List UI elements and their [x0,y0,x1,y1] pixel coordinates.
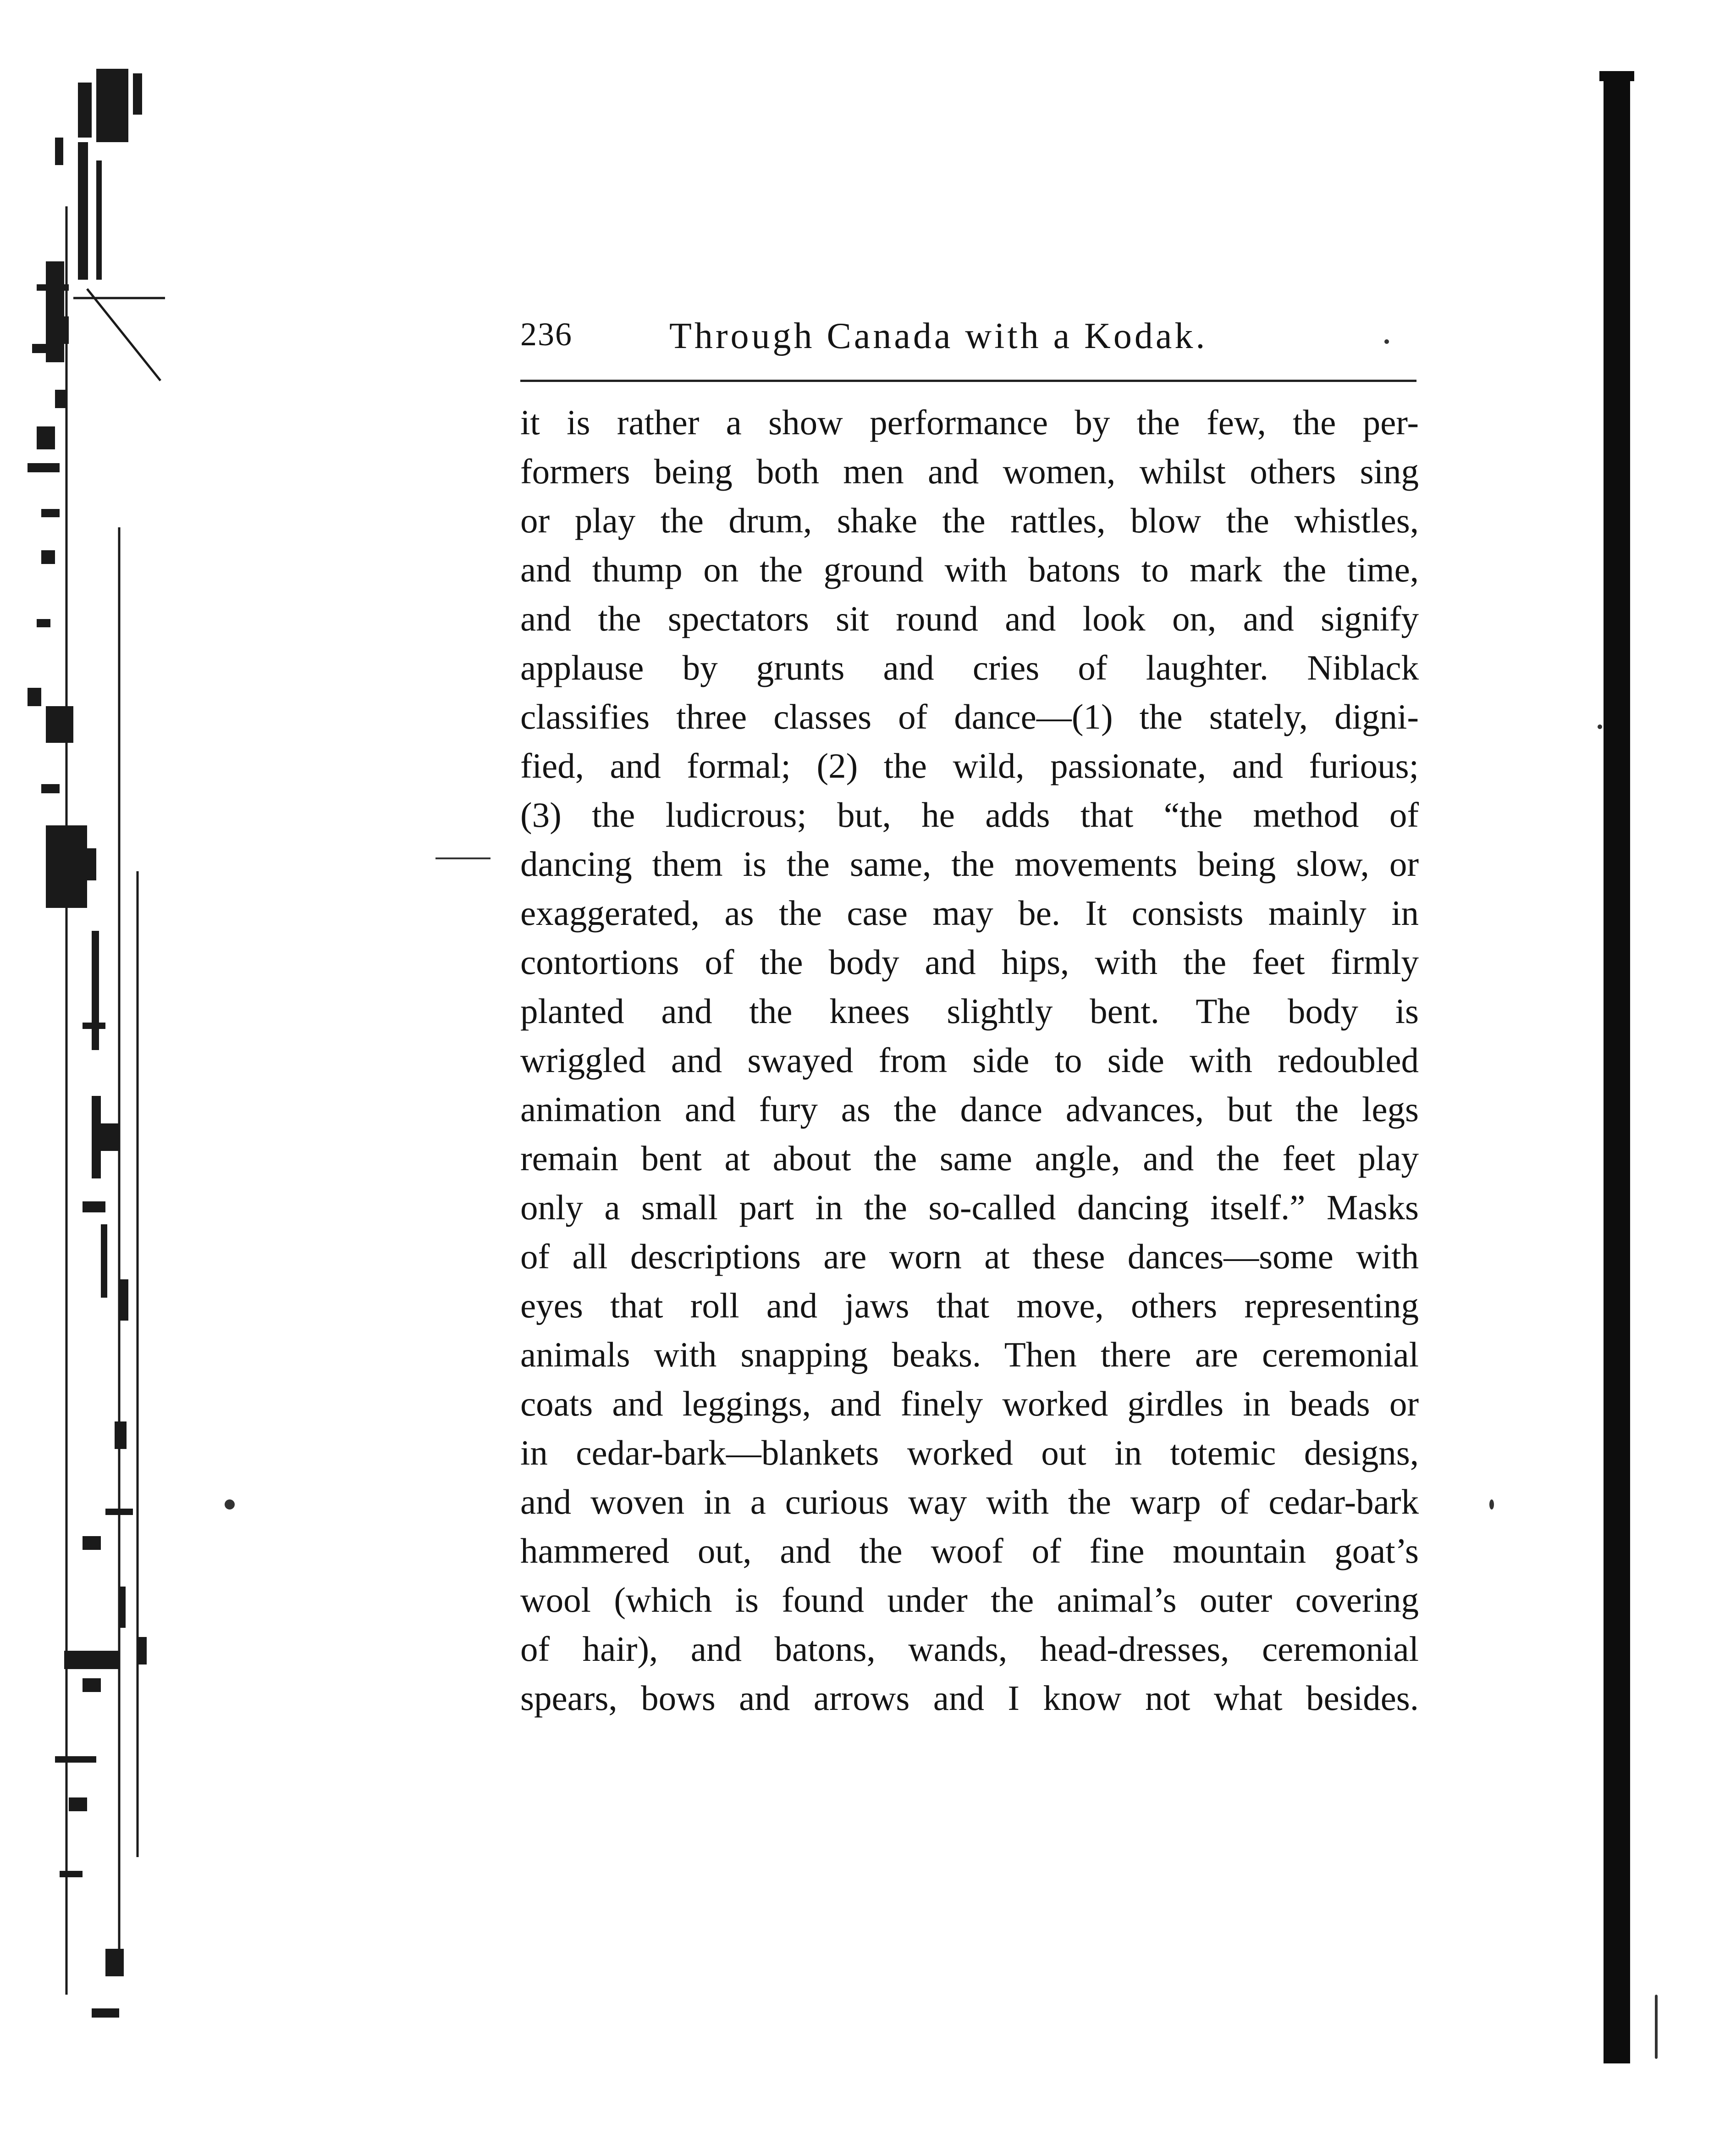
text-line: eyes that roll and jaws that move, others representing [520,1286,1419,1325]
running-title: Through Canada with a Kodak. [669,316,1208,356]
text-line: planted and the knees slightly bent. The body is [520,991,1419,1031]
text-line: (3) the ludicrous; but, he adds that “the method of [520,795,1419,835]
scan-speck [1598,724,1602,729]
text-line: hammered out, and the woof of fine mountain goat’s [520,1531,1419,1570]
page-number: 236 [520,316,573,353]
text-line: and woven in a curious way with the warp of cedar-bark [520,1482,1419,1521]
text-line: formers being both men and women, whilst others sing [520,452,1419,491]
text-line: spears, bows and arrows and I know not what besides. [520,1678,1419,1718]
text-line: wriggled and swayed from side to side with redoubled [520,1040,1419,1080]
text-line: animation and fury as the dance advances, but the legs [520,1089,1419,1129]
text-line: and thump on the ground with batons to mark the time, [520,550,1419,589]
text-line: of all descriptions are worn at these dances—some with [520,1237,1419,1276]
text-line: and the spectators sit round and look on, and signify [520,599,1419,638]
text-line: in cedar-bark—blankets worked out in totemic designs, [520,1433,1419,1472]
text-line: dancing them is the same, the movements being slow, or [520,844,1419,884]
scan-speck [435,857,490,859]
right-edge-bar [1604,71,1630,2063]
scan-speck [1655,1995,1658,2059]
header-rule [520,380,1416,382]
text-line: fied, and formal; (2) the wild, passionate, and furious; [520,746,1419,785]
right-edge-bar-cap [1599,71,1634,81]
text-line: classifies three classes of dance—(1) the stately, digni- [520,697,1419,736]
text-line: remain bent at about the same angle, and the feet play [520,1139,1419,1178]
text-line: of hair), and batons, wands, head-dresses, ceremonial [520,1629,1419,1669]
text-line: animals with snapping beaks. Then there are ceremonial [520,1335,1419,1374]
scan-speck [225,1499,235,1510]
text-line: it is rather a show performance by the few, the per- [520,403,1419,442]
text-line: exaggerated, as the case may be. It consists mainly in [520,893,1419,933]
text-line: contortions of the body and hips, with the feet firmly [520,942,1419,982]
body-text [520,398,1419,1723]
text-line: wool (which is found under the animal’s outer covering [520,1580,1419,1620]
running-header [520,307,1414,367]
scan-speck [1489,1499,1494,1510]
scan-speck [1384,339,1389,344]
binding-scan-artifact [28,69,165,2041]
text-line: applause by grunts and cries of laughter. Niblack [520,648,1419,687]
text-line: or play the drum, shake the rattles, blow the whistles, [520,501,1419,540]
text-line: coats and leggings, and finely worked girdles in beads or [520,1384,1419,1423]
text-line: only a small part in the so-called dancing itself.” Masks [520,1188,1419,1227]
